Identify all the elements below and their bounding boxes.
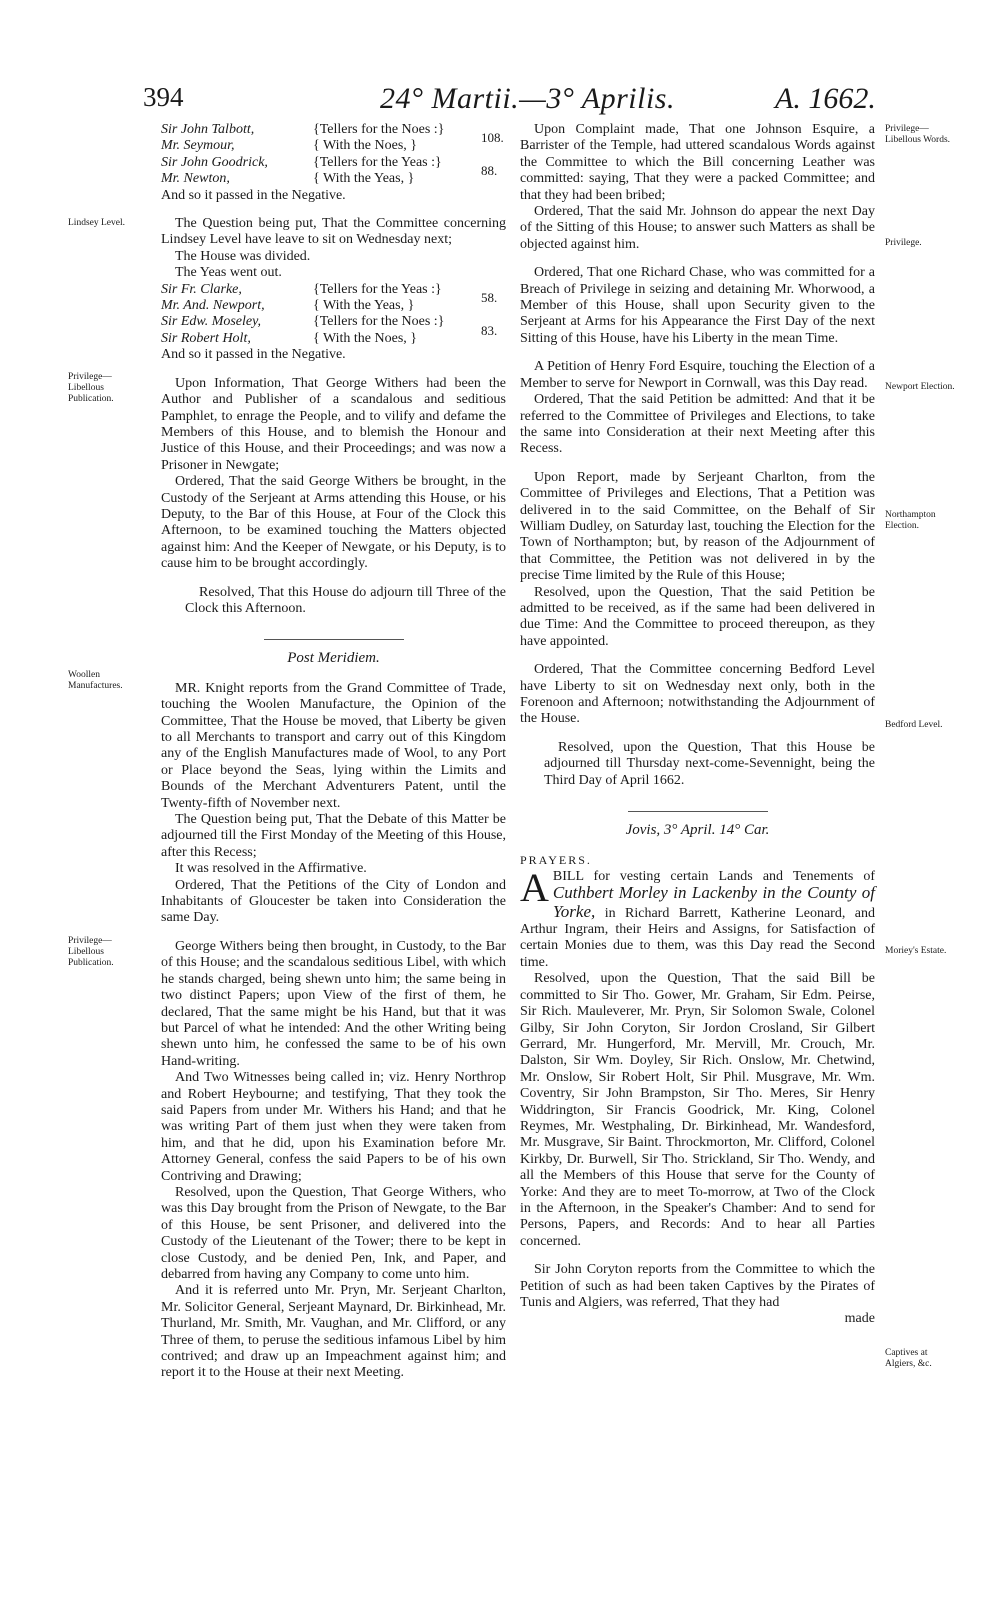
vote-count: 58.: [481, 289, 498, 305]
paragraph: The Yeas went out.: [175, 265, 282, 281]
paragraph: George Withers being then brought, in Custody, to the Bar of this House; and the scandalous seditious Libel, with which he stands charged, being shewn unto him; the same being in two distinct Papers; upon View of the first of them, he declared, That the same might be his Hand, but that it was but Parcel of what he intended: And the other Writing being shewn unto him, he confessed the same to be of his own Hand-writing.: [161, 938, 506, 1069]
prayers-heading: PRAYERS.: [520, 853, 592, 868]
paragraph: Resolved, upon the Question, That the said Bill be committed to Sir Tho. Gower, Mr. Graham, Sir Edm. Peirse, Sir Rich. Mauleverer, Mr. Pryn, Sir Solomon Swale, Colonel Gilby, Sir John Coryton, Sir Jordon Crosland, Sir Gilbert Gerrard, Mr. Hungerford, Mr. Mervill, Mr. Crouch, Mr. Dalston, Sir Wm. Doyley, Sir Rich. Onslow, Mr. Chetwind, Mr. Onslow, Sir Robert Holt, Sir Phil. Musgrave, Mr. Wm. Coventry, Sir John Brampston, Sir Tho. Meres, Sir Henry Widdrington, Sir Francis Goodrick, Mr. King, Colonel Reymes, Mr. Westphaling, Dr. Birkinhead, Mr. Wandesford, Mr. Musgrave, Sir Baint. Throckmorton, Mr. Clifford, Colonel Kirkby, Dr. Burwell, Sir Tho. Strickland, Sir Tho. Wendy, and all the Members of this House that serve for the County of Yorke: And they are to meet To-morrow, at Two of the Clock in the Afternoon, in the Speaker's Chamber: And to send for Persons, Papers, and Records: And to hear all Parties concerned.: [520, 971, 875, 1249]
paragraph: The House was divided.: [175, 248, 311, 264]
left-column: [161, 122, 506, 1382]
margin-note-privilege-words: Privilege— Libellous Words.: [885, 124, 951, 145]
margin-note-lindsey: Lindsey Level.: [68, 218, 125, 228]
teller-name: Sir John Talbott,: [161, 122, 255, 137]
paragraph: Resolved, That this House do adjourn till Three of the Clock this Afternoon.: [185, 584, 506, 616]
teller-name: Sir Edw. Moseley,: [161, 314, 262, 330]
margin-note-privilege-r: Privilege.: [885, 238, 922, 248]
teller-name: Mr. And. Newport,: [161, 298, 265, 314]
section-heading: Post Meridiem.: [287, 650, 380, 667]
paragraph: Sir John Coryton reports from the Committee to which the Petition of such as had been taken Captives by the Pirates of Tunis and Algiers, was referred, That they had: [520, 1262, 875, 1310]
page-year: A. 1662.: [775, 82, 876, 115]
teller-role: {Tellers for the Noes :}: [313, 122, 445, 137]
teller-role: {Tellers for the Noes :}: [313, 314, 445, 330]
margin-note-privilege: Privilege— Libellous Publication.: [68, 372, 114, 404]
vote-count: 83.: [481, 322, 498, 338]
margin-note-privilege-2: Privilege— Libellous Publication.: [68, 936, 114, 968]
paragraph: And Two Witnesses being called in; viz. Henry Northrop and Robert Heybourne; and testifying, That they took the said Papers from under Mr. Withers his Hand; and that he was writing Part of them just when they were taken from him, and that he did, upon his Examination before Mr. Attorney General, confess the said Papers to be of his own Contriving and Drawing;: [161, 1070, 506, 1184]
section-divider: [628, 811, 768, 812]
teller-name: Sir Fr. Clarke,: [161, 281, 242, 297]
page-number: 394: [143, 82, 184, 112]
teller-role: {Tellers for the Yeas :}: [313, 281, 442, 297]
teller-role: { With the Yeas, }: [313, 298, 415, 314]
paragraph: Ordered, That the said Mr. Johnson do appear the next Day of the Sitting of this House; to answer such Matters as shall be objected against him.: [520, 204, 875, 252]
teller-name: Sir John Goodrick,: [161, 154, 268, 170]
page-title: 24° Martii.—3° Aprilis.: [380, 82, 675, 115]
paragraph: Upon Complaint made, That one Johnson Esquire, a Barrister of the Temple, had uttered scandalous Words against the Committee to which the Bill concerning Leather was committed: saying, That they were a packed Committee; and that they had been bribed;: [520, 122, 875, 203]
margin-note-newport: Newport Election.: [885, 382, 955, 392]
tellers-table-2: [161, 282, 506, 348]
teller-role: { With the Yeas, }: [313, 171, 415, 187]
section-divider: [264, 639, 404, 640]
paragraph: And so it passed in the Negative.: [161, 347, 346, 363]
margin-note-moriey: Moriey's Estate.: [885, 946, 947, 956]
paragraph: Resolved, upon the Question, That this House be adjourned till Thursday next-come-Sevennight, being the Third Day of April 1662.: [544, 739, 875, 788]
paragraph: And it is referred unto Mr. Pryn, Mr. Serjeant Charlton, Mr. Solicitor General, Serjeant Maynard, Dr. Birkinhead, Mr. Thurland, Mr. Smith, Mr. Vaughan, and Mr. Clifford, or any Three of them, to peruse the seditious infamous Libel by him contrived; and draw up an Impeachment against him; and report it to the House at their next Meeting.: [161, 1283, 506, 1381]
teller-role: {Tellers for the Yeas :}: [313, 154, 442, 170]
margin-note-northampton: Northampton Election.: [885, 510, 936, 531]
bill-paragraph: [520, 864, 875, 971]
day-heading: Jovis, 3° April. 14° Car.: [625, 822, 770, 839]
teller-role: { With the Noes, }: [313, 330, 417, 346]
bill-title-line: Cuthbert Morley in Lackenby in the County of Yorke,: [552, 883, 875, 921]
paragraph: The Question being put, That the Debate of this Matter be adjourned till the First Monday of the Meeting of this House, after this Recess;: [161, 812, 506, 860]
tellers-table-1: [161, 122, 506, 188]
margin-note-captives: Captives at Algiers, &c.: [885, 1348, 932, 1369]
vote-count: 108.: [481, 130, 504, 146]
right-column: [520, 122, 875, 1328]
teller-name: Mr. Newton,: [161, 171, 230, 187]
paragraph: Ordered, That one Richard Chase, who was committed for a Breach of Privilege in seizing and detaining Mr. Whorwood, a Member of this House, shall upon Security given to the Serjeant at Arms for his Appearance the First Day of the next Sitting of this House, have his Liberty in the mean Time.: [520, 265, 875, 346]
teller-name: Mr. Seymour,: [161, 138, 235, 154]
paragraph: MR. Knight reports from the Grand Committee of Trade, touching the Woolen Manufacture, the Opinion of the Committee, That the House be moved, that Liberty be given to all Merchants to transport and carry out of this Kingdom any of the English Manufactures made of Wool, to any Port or Place beyond the Seas, lying within the Limits and Bounds of the Merchant Adventurers Patent, until the Twenty-fifth of November next.: [161, 680, 506, 811]
margin-note-bedford: Bedford Level.: [885, 720, 943, 730]
paragraph: Ordered, That the said Petition be admitted: And that it be referred to the Committee of Privileges and Elections, to take the same into Consideration at their next Meeting after this Recess.: [520, 392, 875, 457]
paragraph: Resolved, upon the Question, That the said Petition be admitted to be received, as if the same had been delivered in due Time: And the Committee to proceed thereupon, as they have appointed.: [520, 584, 875, 649]
paragraph: Ordered, That the Committee concerning Bedford Level have Liberty to sit on Wednesday next only, both in the Forenoon and Afternoon; notwithstanding the Adjournment of the House.: [520, 662, 875, 727]
paragraph: And so it passed in the Negative.: [161, 187, 346, 203]
teller-name: Sir Robert Holt,: [161, 330, 251, 346]
paragraph: A Petition of Henry Ford Esquire, touching the Election of a Member to serve for Newport in Cornwall, was this Day read.: [520, 359, 875, 391]
bill-first-line: BILL for vesting certain Lands and Tenements of: [552, 868, 875, 884]
paragraph: It was resolved in the Affirmative.: [175, 861, 367, 877]
vote-count: 88.: [481, 163, 498, 179]
paragraph: The Question being put, That the Committee concerning Lindsey Level have leave to sit on Wednesday next;: [161, 216, 506, 248]
teller-role: { With the Noes, }: [313, 138, 417, 154]
catchword: made: [844, 1311, 875, 1327]
paragraph: Ordered, That the Petitions of the City of London and Inhabitants of Gloucester be taken into Consideration the same Day.: [161, 877, 506, 926]
drop-cap: A: [520, 864, 549, 910]
bill-text: in Richard Barrett, Katherine Leonard, and Arthur Ingram, their Heirs and Assigns, for Satisfaction of certain Monies due to them, was this Day read the Second time.: [520, 905, 875, 970]
page-header: [0, 82, 992, 122]
paragraph: Resolved, upon the Question, That George Withers, who was this Day brought from the Prison of Newgate, to the Bar of this House, be sent Prisoner, and delivered into the Custody of the Lieutenant of the Tower; there to be kept in close Custody, and be denied Pen, Ink, and Paper, and debarred from having any Company to come unto him.: [161, 1184, 506, 1282]
paragraph: Upon Information, That George Withers had been the Author and Publisher of a scandalous and seditious Pamphlet, to enrage the People, and to vilify and defame the Members of this House, and to blemish the Honour and Justice of this House, and their Proceedings; and was now a Prisoner in Newgate;: [161, 375, 506, 473]
paragraph: Upon Report, made by Serjeant Charlton, from the Committee of Privileges and Elections, That a Petition was delivered in to the said Committee, on the Behalf of Sir William Dudley, on Saturday last, touching the Election for the Town of Northampton; but, by reason of the Adjournment of that Committee, the Petition was not delivered in by the precise Time limited by the Rule of this House;: [520, 469, 875, 584]
paragraph: Ordered, That the said George Withers be brought, in the Custody of the Serjeant at Arms attending this House, or his Deputy, to the Bar of this House, at Four of the Clock this Afternoon, to be examined touching the Matters objected against him: And the Keeper of Newgate, or his Deputy, is to cause him to be brought accordingly.: [161, 474, 506, 572]
margin-note-woollen: Woollen Manufactures.: [68, 670, 123, 691]
